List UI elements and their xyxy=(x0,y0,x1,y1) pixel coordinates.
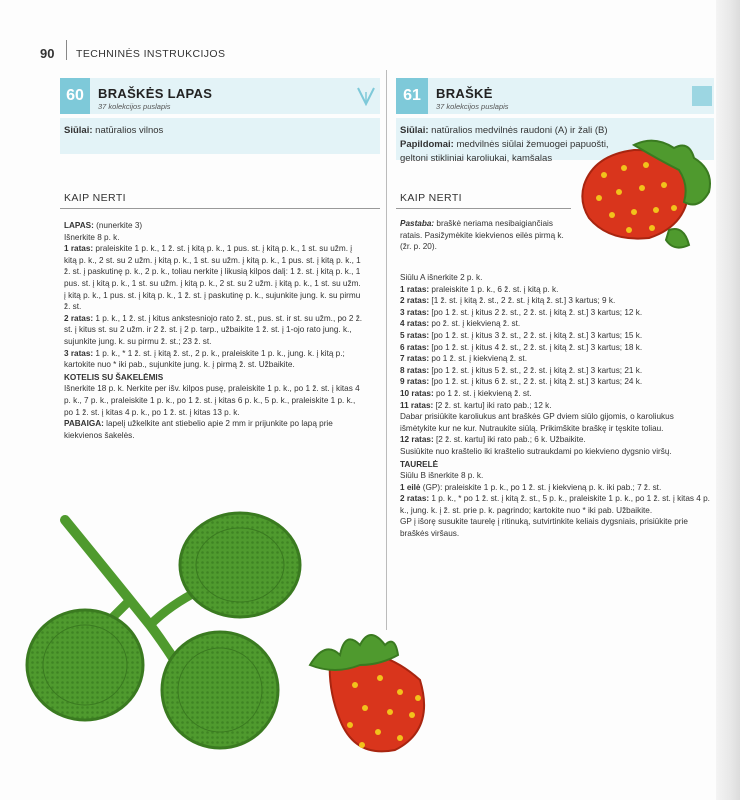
right-instructions xyxy=(400,272,712,540)
round-10-label: 10 ratas: xyxy=(400,388,434,398)
right-pattern-subtitle: 37 kolekcijos puslapis xyxy=(436,102,509,111)
round-8-text: [po 1 ž. st. į kitus 5 ž. st., 2 ž. st. į kitą ž. st.] 3 kartus; 21 k. xyxy=(431,365,643,375)
round-11-label: 11 ratas: xyxy=(400,400,434,410)
left-start: Išnerkite 8 p. k. xyxy=(64,232,120,242)
running-title: TECHNINĖS INSTRUKCIJOS xyxy=(76,48,226,60)
round-2-label: 2 ratas: xyxy=(400,296,430,306)
column-divider xyxy=(386,70,387,630)
left-r2-text: 1 p. k., 1 ž. st. į kitus ankstesniojo rato ž. st., pus. st. ir st. su užm., po 2 ž. st. į kitus st. su 2 užm. ir 2 ž. st. į 2 p. tarp., užbaikite 1 ž. st. į 1-ojo rato jung. k., sujunkite jung. k. su pirmu ž. st.; 23 ž. st. xyxy=(64,313,363,346)
left-r3-label: 3 ratas: xyxy=(64,348,94,358)
fruit-symbol-icon xyxy=(692,86,712,106)
crochet-leaf-illustration xyxy=(20,505,340,765)
right-section-rule xyxy=(396,208,571,209)
right-pattern-title: BRAŠKĖ xyxy=(436,86,493,101)
round-3-label: 3 ratas: xyxy=(400,307,430,317)
header-divider xyxy=(66,40,67,60)
final-text: GP į išorę susukite taurelę į ritinuką, sutvirtinkite keliais dygsniais, prisiūkite prie braškės viršaus. xyxy=(400,517,688,539)
beads-text: Dabar prisiūkite karoliukus ant braškės GP dviem siūlo gijomis, o karoliukus išmėtykite kur ne kur. Nutraukite siūlą. Prikimškite braškę ir tęskite toliau. xyxy=(400,412,674,433)
left-instructions xyxy=(64,220,364,441)
round-6-text: [po 1 ž. st. į kitus 4 ž. st., 2 ž. st. į kitą ž. st.] 3 kartus; 18 k. xyxy=(431,342,643,352)
note-text: braškė neriama nesibaigiančiais ratais. Pasižymėkite kiekvienos eilės pirmą k. (žr. p. 20). xyxy=(400,219,564,252)
lapas-label: LAPAS: xyxy=(64,221,94,230)
right-pattern-number: 61 xyxy=(396,78,428,114)
round-1-text: praleiskite 1 p. k., 6 ž. st. į kitą p. k. xyxy=(431,284,559,294)
round-7-text: po 1 ž. st. į kiekvieną ž. st. xyxy=(431,354,527,364)
left-yarn-info xyxy=(64,124,163,138)
kotelis-text: Išnerkite 18 p. k. Nerkite per išv. kilpos pusę, praleiskite 1 p. k., po 1 ž. st. į kitas 4 p. k., 7 p. k., praleiskite 1 p. k., po 1 ž. st. į kitas 6 p. k., 5 p. k., praleiskite 1 p. k., po 1 ž. st. į kitas 4 p. k., po 1 ž. st. į kitas 13 p. k. xyxy=(64,384,360,417)
left-r1-label: 1 ratas: xyxy=(64,244,94,254)
round-9-text: [po 1 ž. st. į kitus 6 ž. st., 2 ž. st. į kitą ž. st.] 3 kartus; 24 k. xyxy=(431,377,643,387)
round-2b-label: 2 ratas: xyxy=(400,494,430,504)
left-pattern-subtitle: 37 kolekcijos puslapis xyxy=(98,102,171,111)
round-10-text: po 1 ž. st. į kiekvieną ž. st. xyxy=(435,388,532,398)
sew-text: Susiūkite nuo kraštelio iki kraštelio sutraukdami po kiekvieno dygsnio viršų. xyxy=(400,446,672,456)
taurele-start: Siūlu B išnerkite 8 p. k. xyxy=(400,471,484,481)
left-section-rule xyxy=(60,208,380,209)
right-extra-value: medvilnės siūlai žemuogei papuošti, geltoni stikliniai karoliukai, kamšalas xyxy=(400,139,609,164)
lapas-text: (nunerkite 3) xyxy=(96,221,143,230)
left-r2-label: 2 ratas: xyxy=(64,313,94,323)
note-label: Pastaba: xyxy=(400,219,435,228)
crochet-strawberry-bottom-illustration xyxy=(300,620,450,760)
pabaiga-label: PABAIGA: xyxy=(64,419,104,429)
round-2-text: [1 ž. st. į kitą ž. st., 2 ž. st. į kitą ž. st.] 3 kartus; 9 k. xyxy=(431,296,616,306)
left-r1-text: praleiskite 1 p. k., 1 ž. st. į kitą p. k., 1 pus. st. į kitą p. k., 1 st. su užm. į kitą p. k., 2 st. su 2 užm. į kitą p. k., 1 st. su užm. į kitą p. k., 1 pus. st. į kitą p. k., 1 ž. st. į paskutinę p. k., 2 p. k., toliau nerkite į likusią kilpos dalį: 1 ž. st. į kitą p. k., 1 pus. st. į kitą p. k., 1 st. su užm. į kitą p. k., 2 st. su 2 užm. į kitą p. k., 1 st. su užm. į kitą p. k., 1 pus. st. į kitą p. k., 1 ž. st. į paskutinę p. k., sujunkite jung. k. su pirmu ž. st. xyxy=(64,244,361,312)
book-gutter xyxy=(716,0,740,800)
right-section-title: KAIP NERTI xyxy=(400,192,462,204)
row-1-label: 1 eilė xyxy=(400,482,421,492)
left-yarn-label: Siūlai: xyxy=(64,125,93,136)
right-yarn-label: Siūlai: xyxy=(400,125,429,136)
right-start: Siūlu A išnerkite 2 p. k. xyxy=(400,273,483,282)
left-r3-text: 1 p. k., * 1 ž. st. į kitą ž. st., 2 p. k., praleiskite 1 p. k., jung. k. į kitą p.; kartokite nuo * iki pab., sujunkite jung. k. į pirmą ž. st. Užbaikite. xyxy=(64,348,345,370)
round-11-text: [2 ž. st. kartu] iki rato pab.; 12 k. xyxy=(435,400,552,410)
left-section-title: KAIP NERTI xyxy=(64,192,126,204)
round-3-text: [po 1 ž. st. į kitus 2 ž. st., 2 ž. st. į kitą ž. st.] 3 kartus; 12 k. xyxy=(431,307,643,317)
round-5-label: 5 ratas: xyxy=(400,330,430,340)
round-9-label: 9 ratas: xyxy=(400,377,430,387)
round-4-text: po ž. st. į kiekvieną ž. st. xyxy=(431,319,521,329)
round-12-text: [2 ž. st. kartu] iki rato pab.; 6 k. Užbaikite. xyxy=(435,435,586,445)
round-8-label: 8 ratas: xyxy=(400,365,430,375)
right-note xyxy=(400,218,575,253)
round-12-label: 12 ratas: xyxy=(400,435,434,445)
right-extra-label: Papildomai: xyxy=(400,139,454,150)
round-7-label: 7 ratas: xyxy=(400,354,430,364)
row-1-text: (GP): praleiskite 1 p. k., po 1 ž. st. į kiekvieną p. k. iki pab.; 7 ž. st. xyxy=(422,482,662,492)
page-number: 90 xyxy=(40,46,55,61)
round-2b-text: 1 p. k., * po 1 ž. st. į kitą ž. st., 5 p. k., praleiskite 1 p. k., po 1 ž. st. į kitas 4 p. k., jung. k. į ž. st. prie p. k. pagrindo; kartokite nuo * iki pab. Užbaikite. xyxy=(400,494,710,515)
leaf-symbol-icon xyxy=(354,86,378,106)
left-pattern-title: BRAŠKĖS LAPAS xyxy=(98,86,213,101)
left-pattern-number: 60 xyxy=(60,78,90,114)
taurele-title: TAURELĖ xyxy=(400,459,439,469)
pabaiga-text: lapelį užkelkite ant stiebelio apie 2 mm ir prijunkite po lapą prie kiekvienos šakelės. xyxy=(64,419,333,440)
crochet-strawberry-top-illustration xyxy=(574,130,724,260)
round-5-text: [po 1 ž. st. į kitus 3 ž. st., 2 ž. st. į kitą ž. st.] 3 kartus; 15 k. xyxy=(431,330,643,340)
right-yarn-value: natūralios medvilnės raudoni (A) ir žali (B) xyxy=(431,125,608,136)
round-1-label: 1 ratas: xyxy=(400,284,430,294)
kotelis-title: KOTELIS SU ŠAKELĖMIS xyxy=(64,372,164,382)
round-6-label: 6 ratas: xyxy=(400,342,430,352)
left-yarn-value: natūralios vilnos xyxy=(95,125,164,136)
round-4-label: 4 ratas: xyxy=(400,319,430,329)
